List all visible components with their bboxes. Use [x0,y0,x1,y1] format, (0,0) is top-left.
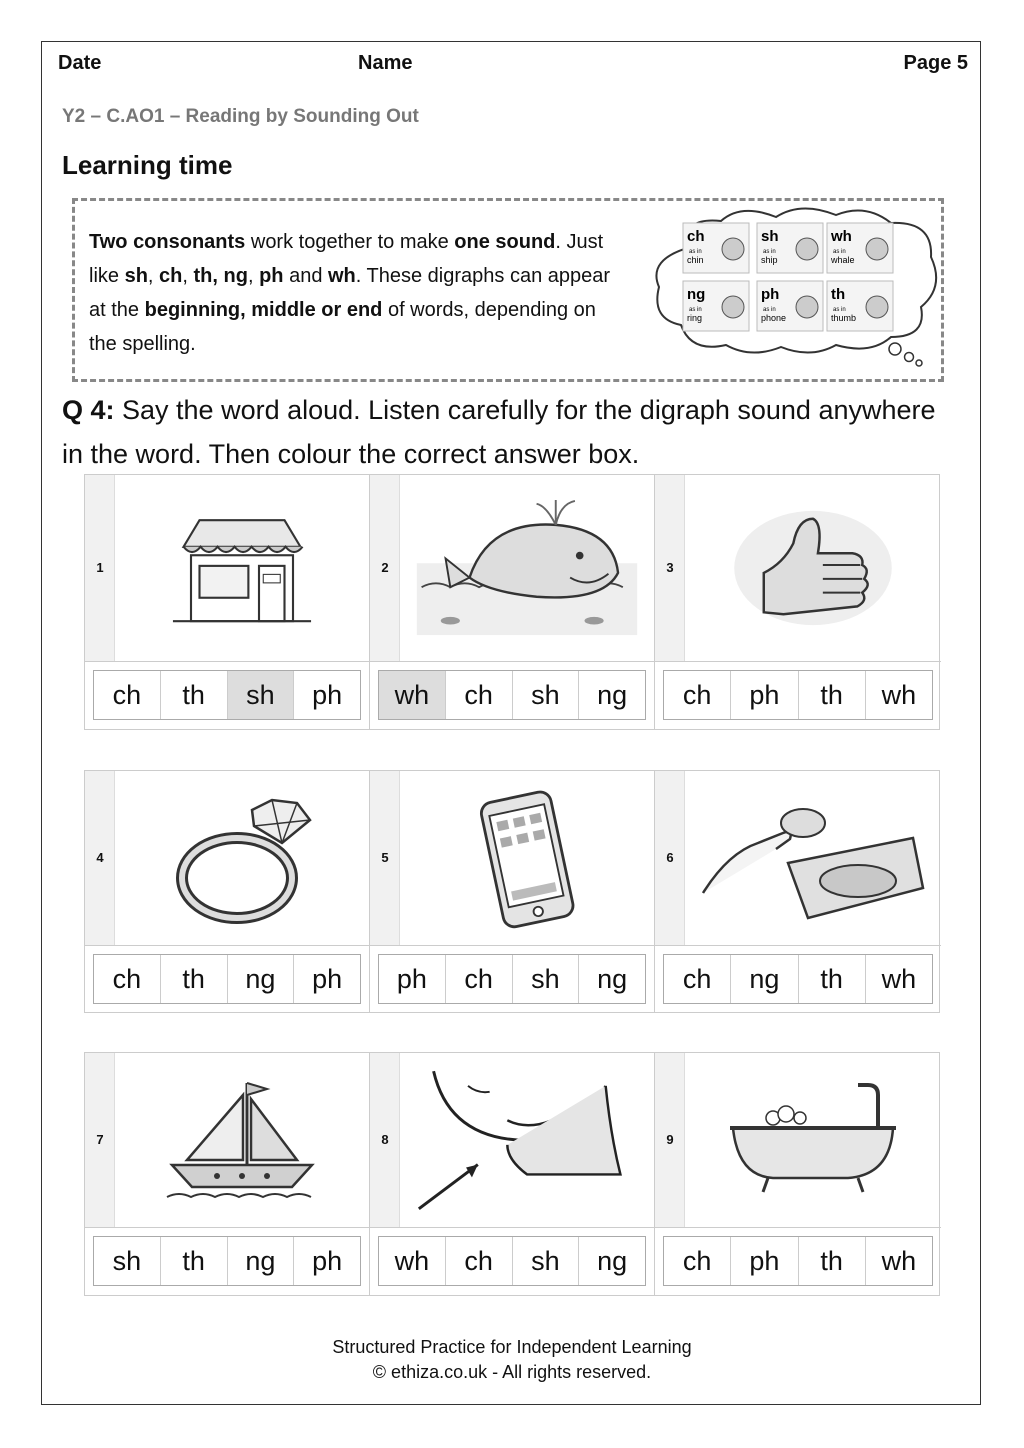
answer-box-ng[interactable]: ng [597,679,628,710]
footer-line-1: Structured Practice for Independent Learning [332,1337,692,1357]
ship-icon [115,1053,369,1227]
answer-box-ph[interactable]: ph [379,955,446,1003]
question-text [62,388,942,476]
answer-box-ng[interactable]: ng [731,955,798,1003]
learning-title: Learning time [62,150,233,180]
info-bold: sh [124,265,148,287]
question-body: Say the word aloud. Listen carefully for the digraph sound anywhere in the word. Then colour the correct answer box. [62,395,936,469]
cloud-as-in: as in [763,307,776,313]
answer-divider [370,1227,654,1228]
cloud-picture-icon [866,296,888,318]
question-item-4 [85,771,370,1012]
cloud-digraph: ch [687,228,705,245]
cloud-item-chin [683,223,749,273]
answer-box-ch[interactable]: ch [446,955,513,1003]
answer-divider [370,661,654,662]
item-number: 4 [96,850,104,865]
info-bold: Two consonants [89,231,246,253]
answer-box-th[interactable]: th [161,1237,228,1285]
question-item-3 [655,475,941,729]
cloud-digraph: ph [761,286,780,303]
answer-box-ch[interactable]: ch [94,955,161,1003]
answer-box-wh[interactable]: wh [881,1245,917,1276]
answer-box-th[interactable]: th [161,671,228,719]
cloud-picture-icon [866,238,888,260]
cloud-item-whale [827,223,893,273]
answer-options [93,954,361,1004]
answer-divider [370,945,654,946]
cloud-item-ship [757,223,823,273]
answer-box-ph[interactable]: ph [312,679,343,710]
cloud-digraph: th [831,286,846,303]
phone-icon [400,771,654,945]
info-span: , [147,265,160,287]
answer-box-ch[interactable]: ch [446,671,513,719]
answer-box-ng[interactable]: ng [597,1245,628,1276]
cloud-item-phone [757,281,823,331]
item-number: 8 [381,1132,389,1147]
thumb-icon [685,475,941,661]
answer-divider [85,661,369,662]
cloud-word: ship [761,255,778,265]
answer-options [378,1236,646,1286]
answer-divider [655,661,941,662]
answer-options [378,670,646,720]
answer-box-ng[interactable]: ng [597,963,628,994]
item-number: 6 [666,850,674,865]
answer-options [663,1236,933,1286]
item-number: 2 [381,560,389,575]
question-row [84,474,940,730]
answer-options [378,954,646,1004]
bath-icon [685,1053,941,1227]
digraph-cloud-illustration [651,207,941,367]
answer-box-ch[interactable]: ch [664,671,731,719]
answer-options [663,670,933,720]
answer-divider [85,1227,369,1228]
cloud-word: phone [761,313,787,323]
whale-icon [400,475,654,661]
answer-box-th[interactable]: th [799,955,866,1003]
info-span: and [283,265,328,287]
question-row [84,770,940,1013]
answer-box-ch[interactable]: ch [94,671,161,719]
answer-box-wh[interactable]: wh [881,963,917,994]
question-item-5 [370,771,655,1012]
info-bold: ph [259,265,284,287]
answer-box-wh[interactable]: wh [881,679,917,710]
answer-box-ch[interactable]: ch [664,1237,731,1285]
answer-box-sh[interactable]: sh [228,671,295,719]
answer-box-wh[interactable]: wh [379,1237,446,1285]
question-label: Q 4: [62,395,115,425]
chin-icon [400,1053,654,1227]
item-number: 3 [666,560,674,575]
cloud-as-in: as in [763,249,776,255]
info-span: work together to make [245,231,455,253]
answer-box-sh[interactable]: sh [513,671,580,719]
cloud-digraph: wh [831,228,852,245]
item-number: 5 [381,850,389,865]
answer-box-ch[interactable]: ch [664,955,731,1003]
info-text [89,225,629,361]
answer-box-ph[interactable]: ph [312,1245,343,1276]
answer-box-ph[interactable]: ph [731,671,798,719]
info-bold: wh [328,265,356,287]
answer-divider [655,945,941,946]
cloud-picture-icon [722,238,744,260]
question-item-9 [655,1053,941,1295]
cloud-as-in: as in [833,307,846,313]
cloud-word: thumb [831,313,857,323]
info-span: , [247,265,260,287]
answer-box-wh[interactable]: wh [379,671,446,719]
cloud-word: whale [831,255,855,265]
cloud-digraph: ng [687,286,706,303]
answer-options [93,1236,361,1286]
info-span: , [182,265,194,287]
worksheet-subtitle: Y2 – C.AO1 – Reading by Sounding Out [62,106,419,127]
info-box [72,198,944,382]
answer-box-ph[interactable]: ph [731,1237,798,1285]
cloud-picture-icon [796,296,818,318]
cloud-as-in: as in [833,249,846,255]
question-item-2 [370,475,655,729]
name-label: Name [358,52,413,74]
cloud-as-in: as in [689,249,702,255]
date-label: Date [58,52,102,74]
info-bold: ch [159,265,183,287]
answer-box-ch[interactable]: ch [446,1237,513,1285]
cloud-as-in: as in [689,307,702,313]
cloud-word: chin [687,255,704,265]
question-item-1 [85,475,370,729]
answer-box-ng[interactable]: ng [228,1237,295,1285]
answer-box-sh[interactable]: sh [94,1237,161,1285]
answer-options [93,670,361,720]
question-item-8 [370,1053,655,1295]
answer-box-ph[interactable]: ph [312,963,343,994]
cloud-item-ring [683,281,749,331]
answer-box-sh[interactable]: sh [513,955,580,1003]
answer-divider [85,945,369,946]
cloud-word: ring [687,313,703,323]
cloud-picture-icon [796,238,818,260]
info-span: . These digraphs can appear at the [89,265,611,321]
question-row [84,1052,940,1296]
answer-options [663,954,933,1004]
item-number: 9 [666,1132,674,1147]
info-span: . Just like [89,231,604,287]
info-bold: one sound [454,231,556,253]
info-bold: beginning, middle or end [144,299,383,321]
answer-box-th[interactable]: th [799,1237,866,1285]
item-number: 7 [96,1132,104,1147]
answer-box-th[interactable]: th [161,955,228,1003]
answer-divider [655,1227,941,1228]
cloud-picture-icon [722,296,744,318]
footer-line-2: © ethiza.co.uk - All rights reserved. [372,1362,652,1382]
info-bold: th, ng [193,265,248,287]
answer-box-th[interactable]: th [799,671,866,719]
ring-icon [115,771,369,945]
shop-icon [115,475,369,661]
answer-box-sh[interactable]: sh [513,1237,580,1285]
cloud-item-thumb [827,281,893,331]
question-item-7 [85,1053,370,1295]
info-span: of words, depending on the spelling. [89,299,596,355]
question-item-6 [655,771,941,1012]
cloud-digraph: sh [761,228,779,245]
item-number: 1 [96,560,104,575]
answer-box-ng[interactable]: ng [228,955,295,1003]
chips-icon [685,771,941,945]
page-number: Page 5 [903,52,968,74]
